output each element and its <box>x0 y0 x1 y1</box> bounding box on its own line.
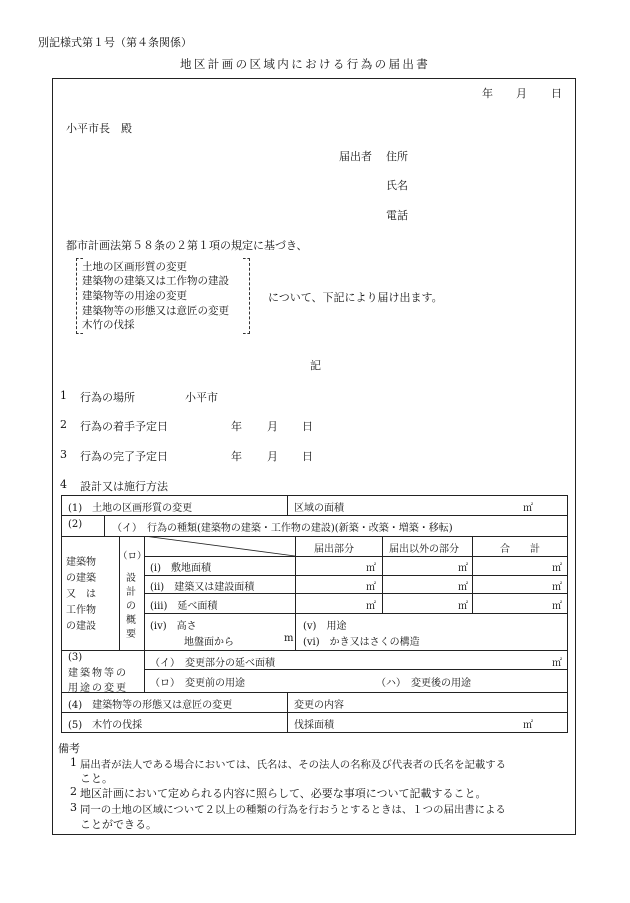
row-building-area: (ii) 建築又は建設面積 <box>150 582 255 593</box>
unit-m2: ㎡ <box>552 582 562 593</box>
r3-use-before: （ロ） 変更前の用途 <box>150 678 245 689</box>
unit-m2: ㎡ <box>552 563 562 574</box>
r3-changed-area: （イ） 変更部分の延べ面積 <box>150 658 275 669</box>
action-type-item: 建築物等の形態又は意匠の変更 <box>82 305 229 317</box>
item-year: 年 <box>231 450 242 463</box>
item-num: 1 <box>60 389 67 402</box>
unit-m2: ㎡ <box>458 563 468 574</box>
note-num: 1 <box>70 756 77 769</box>
r2-ro: （ロ） <box>118 551 147 562</box>
r2-ro-vchar: 要 <box>126 629 136 640</box>
date-year: 年 <box>482 87 493 100</box>
header-diagonal <box>144 536 296 557</box>
item-label: 設計又は施行方法 <box>80 480 168 493</box>
note-line: ことができる。 <box>80 818 157 831</box>
date-month: 月 <box>516 87 527 100</box>
note-line: こと。 <box>80 772 113 785</box>
r3-label: 用途の変更 <box>68 683 128 694</box>
item-num: 3 <box>60 448 67 461</box>
r2-side-label: 又 は <box>66 589 96 600</box>
action-type-item: 建築物等の用途の変更 <box>82 290 187 302</box>
row-height: (iv) 高さ <box>150 621 197 632</box>
unit-m2: ㎡ <box>552 658 562 669</box>
r2-ro-vchar: 設 <box>126 573 136 584</box>
r2-side-label: 建築物 <box>66 557 96 568</box>
item-num: 2 <box>60 418 67 431</box>
r3-label: 建築物等の <box>68 668 128 679</box>
notes-heading: 備考 <box>58 742 80 755</box>
form-id: 別記様式第１号（第４条関係） <box>38 36 192 49</box>
unit-m2: ㎡ <box>523 503 533 514</box>
col-header-total: 合 計 <box>500 544 540 555</box>
r2-ro-vchar: 計 <box>126 587 136 598</box>
r2-ro-vchar: の <box>126 601 136 612</box>
note-line: 届出者が法人である場合においては、氏名は、その法人の名称及び代表者の氏名を記載する <box>80 759 507 771</box>
item-num: 4 <box>60 478 67 491</box>
action-type-bracket <box>76 258 250 332</box>
applicant-address: 住所 <box>386 150 408 163</box>
legal-basis: 都市計画法第５８条の２第１項の規定に基づき、 <box>66 239 308 252</box>
r2-ro-vchar: 概 <box>126 615 136 626</box>
unit-m2: ㎡ <box>523 720 533 731</box>
row-use: (v) 用途 <box>303 621 347 632</box>
item-year: 年 <box>231 420 242 433</box>
item-month: 月 <box>267 450 278 463</box>
row-fence: (vi) かき又はさくの構造 <box>303 637 420 648</box>
r1-label: (1) 土地の区画形質の変更 <box>68 503 193 514</box>
row-height-ground: 地盤面から <box>184 637 234 648</box>
item-day: 日 <box>302 420 313 433</box>
item-label: 行為の完了予定日 <box>80 450 168 463</box>
unit-m2: ㎡ <box>552 601 562 612</box>
action-type-item: 建築物の建築又は工作物の建設 <box>82 275 229 287</box>
r2-action-kind: （イ） 行為の種類(建築物の建築・工作物の建設)(新築・改築・増築・移転) <box>112 523 453 534</box>
row-site-area: (i) 敷地面積 <box>150 563 212 574</box>
design-table <box>61 495 568 733</box>
r5-label: (5) 木竹の伐採 <box>68 720 143 731</box>
action-type-item: 木竹の伐採 <box>82 319 135 331</box>
applicant-label: 届出者 <box>339 150 372 163</box>
r2-side-label: の建築 <box>66 573 96 584</box>
r4-label: (4) 建築物等の形態又は意匠の変更 <box>68 700 233 711</box>
r2-num: (2) <box>68 519 83 530</box>
applicant-name: 氏名 <box>386 179 408 192</box>
item-month: 月 <box>267 420 278 433</box>
r2-side-label: 工作物 <box>66 605 96 616</box>
r4-content: 変更の内容 <box>294 700 344 711</box>
item-label: 行為の場所 <box>80 391 135 404</box>
r3-use-after: （ハ） 変更後の用途 <box>376 678 471 689</box>
col-header-filed: 届出部分 <box>314 544 354 555</box>
item-label: 行為の着手予定日 <box>80 420 168 433</box>
unit-m2: ㎡ <box>458 582 468 593</box>
unit-m2: ㎡ <box>458 601 468 612</box>
r3-num: (3) <box>68 652 83 663</box>
ki-heading: 記 <box>310 359 321 372</box>
note-line: 同一の土地の区域について２以上の種類の行為を行おうとするときは、１つの届出書による <box>80 804 506 816</box>
row-floor-area: (iii) 延べ面積 <box>150 601 218 612</box>
unit-m2: ㎡ <box>366 601 376 612</box>
col-header-other: 届出以外の部分 <box>389 544 459 555</box>
r5-area-label: 伐採面積 <box>294 720 334 731</box>
item-day: 日 <box>302 450 313 463</box>
page-title: 地区計画の区域内における行為の届出書 <box>180 57 431 71</box>
note-line: 地区計画において定められる内容に照らして、必要な事項について記載すること。 <box>80 787 487 800</box>
applicant-phone: 電話 <box>386 209 408 222</box>
item-value: 小平市 <box>185 391 218 404</box>
declaration: について、下記により届け出ます。 <box>268 291 443 304</box>
date-day: 日 <box>551 87 562 100</box>
note-num: 2 <box>70 785 77 798</box>
unit-m2: ㎡ <box>366 563 376 574</box>
r1-area-label: 区域の面積 <box>294 503 344 514</box>
r2-side-label: の建設 <box>66 621 96 632</box>
unit-m2: ㎡ <box>366 582 376 593</box>
action-type-item: 土地の区画形質の変更 <box>82 261 187 273</box>
note-num: 3 <box>70 801 77 814</box>
addressee: 小平市長 殿 <box>66 122 132 135</box>
row-height-unit: m <box>284 633 294 644</box>
